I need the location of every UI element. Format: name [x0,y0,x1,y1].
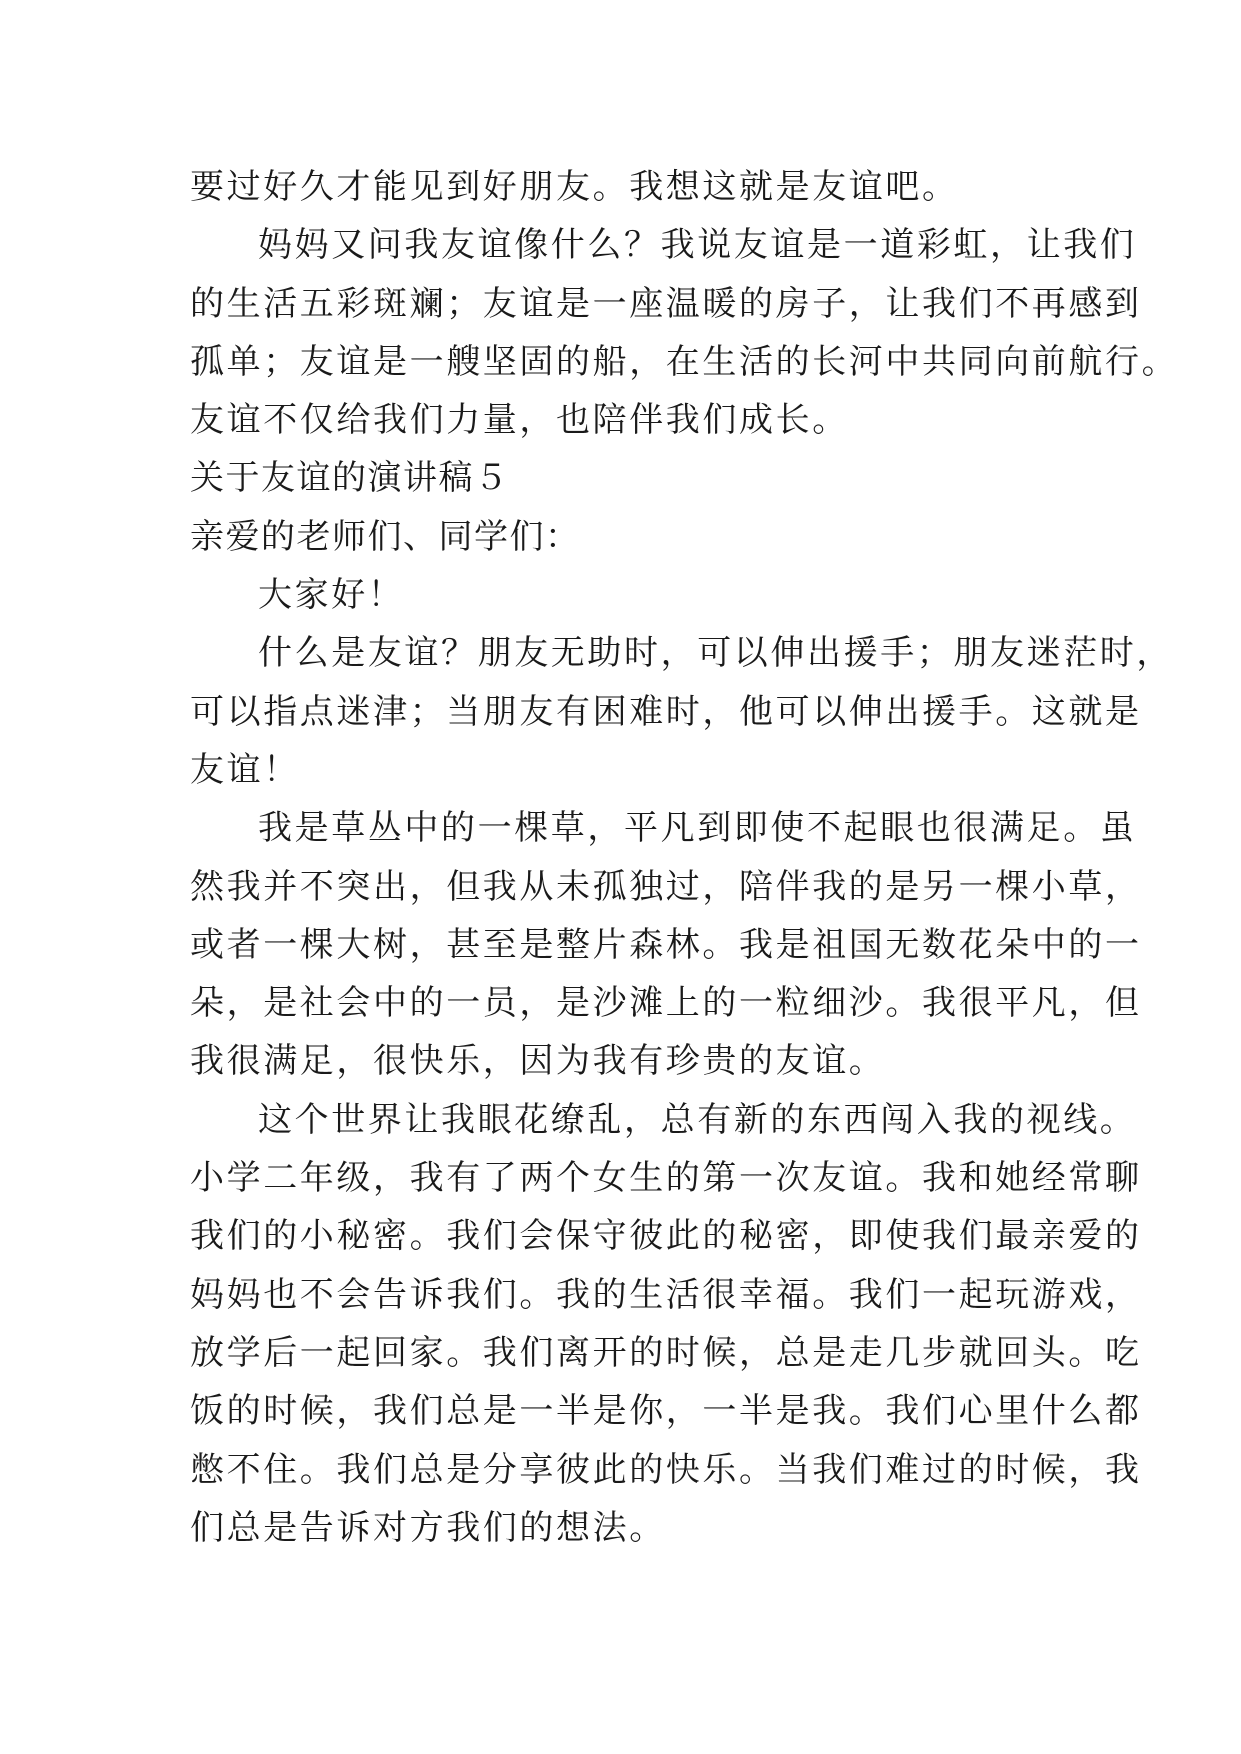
document-body [190,158,1179,1557]
paragraph-line: 们总是告诉对方我们的想法。 [190,1507,666,1548]
paragraph-line: 友谊不仅给我们力量，也陪伴我们成长。 [190,400,849,441]
paragraph-line: 孤单；友谊是一艘坚固的船，在生活的长河中共同向前航行。 [190,341,1179,382]
salutation: 亲爱的老师们、同学们： [190,516,581,557]
paragraph-line: 妈妈也不会告诉我们。我的生活很幸福。我们一起玩游戏， [190,1274,1142,1315]
paragraph-line: 朵，是社会中的一员，是沙滩上的一粒细沙。我很平凡，但 [190,983,1142,1024]
section-title: 关于友谊的演讲稿５ [190,458,510,499]
paragraph-line: 憋不住。我们总是分享彼此的快乐。当我们难过的时候，我 [190,1449,1142,1490]
paragraph-line: 友谊！ [190,749,300,790]
paragraph-line: 放学后一起回家。我们离开的时候，总是走几步就回头。吃 [190,1332,1142,1373]
paragraph-line: 然我并不突出，但我从未孤独过，陪伴我的是另一棵小草， [190,866,1142,907]
paragraph-line: 什么是友谊？朋友无助时，可以伸出援手；朋友迷茫时， [258,633,1173,674]
greeting: 大家好！ [258,575,405,616]
paragraph-line: 妈妈又问我友谊像什么？我说友谊是一道彩虹，让我们 [258,225,1137,266]
paragraph-line: 可以指点迷津；当朋友有困难时，他可以伸出援手。这就是 [190,691,1142,732]
paragraph-line: 我很满足，很快乐，因为我有珍贵的友谊。 [190,1041,886,1082]
paragraph-line: 的生活五彩斑斓；友谊是一座温暖的房子，让我们不再感到 [190,283,1142,324]
paragraph-line: 饭的时候，我们总是一半是你，一半是我。我们心里什么都 [190,1391,1142,1432]
paragraph-line: 小学二年级，我有了两个女生的第一次友谊。我和她经常聊 [190,1158,1142,1199]
paragraph-line: 或者一棵大树，甚至是整片森林。我是祖国无数花朵中的一 [190,924,1142,965]
paragraph-line: 这个世界让我眼花缭乱，总有新的东西闯入我的视线。 [258,1099,1137,1140]
paragraph-line: 我们的小秘密。我们会保守彼此的秘密，即使我们最亲爱的 [190,1216,1142,1257]
paragraph-line: 要过好久才能见到好朋友。我想这就是友谊吧。 [190,167,959,207]
paragraph-line: 我是草丛中的一棵草，平凡到即使不起眼也很满足。虽 [258,808,1137,849]
